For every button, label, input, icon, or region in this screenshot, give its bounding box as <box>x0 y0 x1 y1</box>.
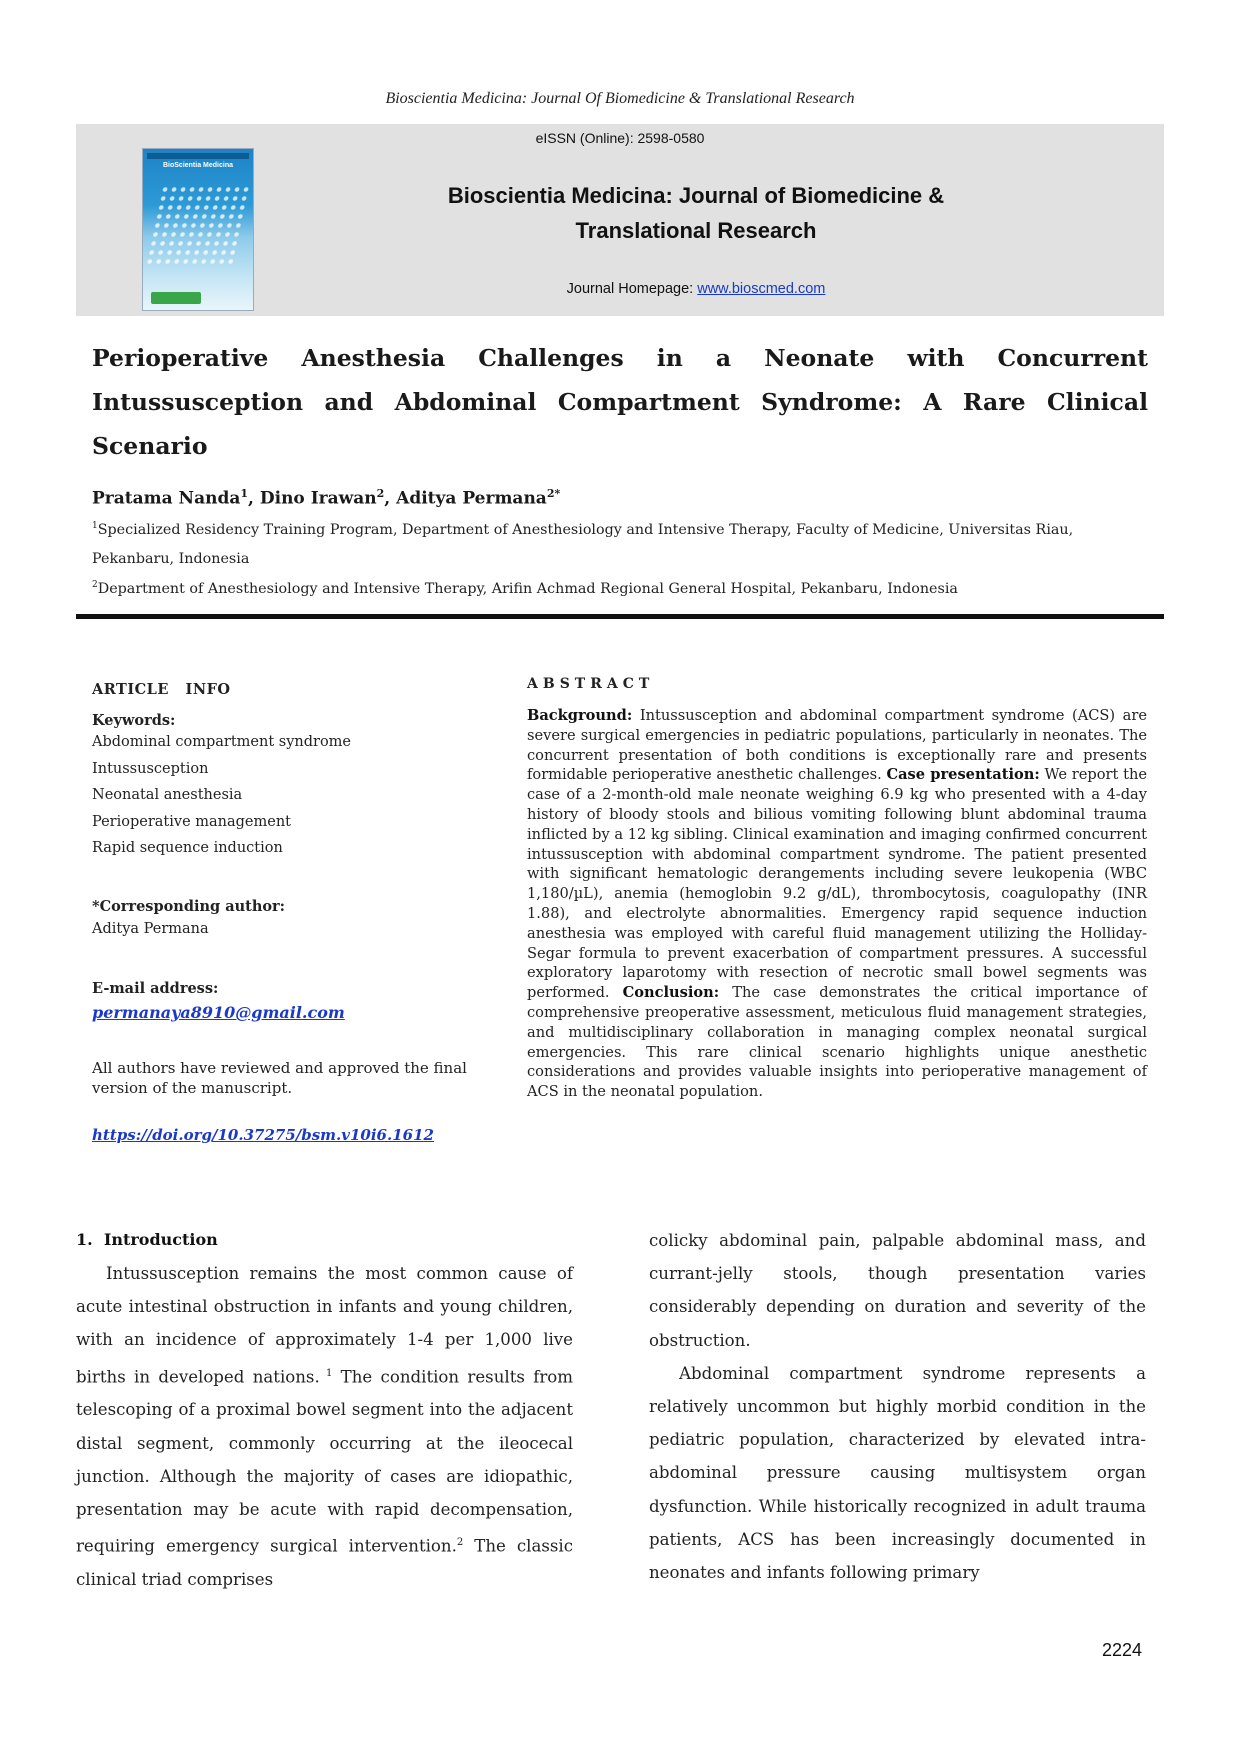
email-label: E-mail address: <box>92 980 219 997</box>
author-name: Pratama Nanda <box>92 488 241 509</box>
case-label: Case presentation: <box>886 766 1040 784</box>
page-number: 2224 <box>1102 1640 1143 1660</box>
citation-ref: 1 <box>319 1367 333 1379</box>
affiliation <box>92 512 1148 574</box>
author-affil-mark: 1 <box>240 487 249 500</box>
journal-title <box>266 178 1126 248</box>
keyword-item: Intussusception <box>92 760 209 777</box>
article-title: Perioperative Anesthesia Challenges in a Neonate with Concurrent Intussusception and Abdominal Compartment Syndrome: A Rare Clinical Scenario <box>92 344 1148 460</box>
cover-logo <box>151 292 201 304</box>
abstract-heading: ABSTRACT <box>527 676 655 692</box>
intro-text: Intussusception remains the most common cause of acute intestinal obstruction in infants and young children, with an incidence of approximately 1-4 per 1,000 live births in developed nations. <box>76 1264 573 1387</box>
corresponding-author-block <box>92 898 502 937</box>
citation-ref: 2 <box>456 1537 464 1549</box>
keyword-item: Rapid sequence induction <box>92 840 283 856</box>
intro-text: The condition results from telescoping of a proximal bowel segment into the adjacent distal segment, commonly occurring at the ileocecal junction. Although the majority of cases are idiopathic, presentation may be acute with rapid decompensation, requiring emergency surgical intervention. <box>76 1367 573 1556</box>
conclusion-text: The case demonstrates the critical importance of comprehensive preoperative assessment, meticulous fluid management strategies, and multidisciplinary collaboration in managing complex neonatal surgical emergencies. This rare clinical scenario highlights unique anesthetic considerations and provides valuable insights into perioperative management of ACS in the neonatal population. <box>527 984 1147 1101</box>
author-separator: , <box>248 488 260 509</box>
background-text: Intussusception and abdominal compartment syndrome (ACS) are severe surgical emergencies in pediatric populations, particularly in neonates. The concurrent presentation of both conditions is exceptionally rare and presents formidable perioperative anesthetic challenges. <box>527 707 1147 784</box>
keyword-item: Abdominal compartment syndrome <box>92 734 352 750</box>
article-info-heading: ARTICLE INFO <box>92 681 231 698</box>
author-list <box>92 487 1148 509</box>
section-divider <box>76 614 1164 619</box>
homepage-link[interactable]: www.bioscmed.com <box>697 281 826 297</box>
cover-title: BioScientia Medicina <box>162 162 234 169</box>
journal-title-line2: Translational Research <box>575 218 817 243</box>
journal-cover-image <box>142 148 254 311</box>
author-affil-mark: 2* <box>546 487 561 500</box>
homepage-label: Journal Homepage: <box>566 281 698 297</box>
introduction-heading: 1. Introduction <box>76 1230 218 1249</box>
intro-paragraph: Abdominal compartment syndrome represents a relatively uncommon but highly morbid condition in the pediatric population, characterized by elevated intra-abdominal pressure causing multisystem organ dysfunction. While historically recognized in adult trauma patients, ACS has been increasingly documented in neonates and infants following primary <box>649 1363 1146 1583</box>
email-block <box>92 980 502 1022</box>
author-name: Dino Irawan <box>259 488 377 509</box>
journal-banner <box>76 124 1164 316</box>
author-affil-mark: 2 <box>376 487 385 500</box>
keywords-block <box>92 712 502 862</box>
running-head: Bioscientia Medicina: Journal Of Biomedicine & Translational Research <box>385 90 855 107</box>
doi-link[interactable]: https://doi.org/10.37275/bsm.v10i6.1612 <box>92 1126 434 1144</box>
keyword-item: Perioperative management <box>92 813 292 830</box>
author-separator: , <box>384 488 397 509</box>
affiliation-text: Specialized Residency Training Program, Department of Anesthesiology and Intensive Therapy, Faculty of Medicine, Universitas Riau, Pekanbaru, Indonesia <box>92 521 1074 567</box>
affiliation-mark: 1 <box>92 521 98 531</box>
intro-text: The classic clinical triad comprises <box>76 1536 573 1589</box>
affiliation-mark: 2 <box>92 580 98 590</box>
journal-title-line1: Bioscientia Medicina: Journal of Biomedicine & <box>447 183 945 208</box>
doi-block <box>92 1126 502 1144</box>
author-name: Aditya Permana <box>396 488 547 509</box>
approval-note: All authors have reviewed and approved the final version of the manuscript. <box>92 1059 467 1097</box>
cover-band <box>147 153 249 159</box>
left-column-text <box>76 1257 573 1596</box>
background-label: Background: <box>527 707 633 724</box>
cover-illustration <box>144 185 249 265</box>
intro-paragraph: colicky abdominal pain, palpable abdominal mass, and currant-jelly stools, though presentation varies considerably depending on duration and severity of the obstruction. <box>649 1231 1146 1350</box>
conclusion-label: Conclusion: <box>622 984 720 1002</box>
keywords-label: Keywords: <box>92 712 176 729</box>
corresponding-name: Aditya Permana <box>92 921 209 937</box>
article-info <box>92 681 502 698</box>
corresponding-label: *Corresponding author: <box>92 898 286 915</box>
affiliation-text: Department of Anesthesiology and Intensive Therapy, Arifin Achmad Regional General Hospital, Pekanbaru, Indonesia <box>97 580 958 597</box>
keyword-item: Neonatal anesthesia <box>92 787 243 803</box>
affiliation <box>92 571 1148 604</box>
keyword-list <box>92 729 502 862</box>
right-column-text <box>649 1224 1146 1589</box>
journal-homepage <box>266 281 1126 297</box>
abstract-body <box>527 706 1147 1102</box>
case-text: We report the case of a 2-month-old male neonate weighing 6.9 kg who presented with a 4-day history of bloody stools and bilious vomiting following blunt abdominal trauma inflicted by a 12 kg sibling. Clinical examination and imaging confirmed concurrent intussusception with abdominal compartment syndrome. The patient presented with significant hematologic derangements including severe leukopenia (WBC 1,180/µL), anemia (hemoglobin 9.2 g/dL), thrombocytosis, coagulopathy (INR 1.88), and electrolyte abnormalities. Emergency rapid sequence induction anesthesia was employed with careful fluid management utilizing the Holliday-Segar formula to prevent exacerbation of compartment pressures. A successful exploratory laparotomy with resection of necrotic small bowel segments was performed. <box>527 766 1147 1002</box>
eissn: eISSN (Online): 2598-0580 <box>535 130 705 146</box>
email-link[interactable]: permanaya8910@gmail.com <box>92 1003 345 1022</box>
intro-paragraph <box>76 1257 573 1596</box>
